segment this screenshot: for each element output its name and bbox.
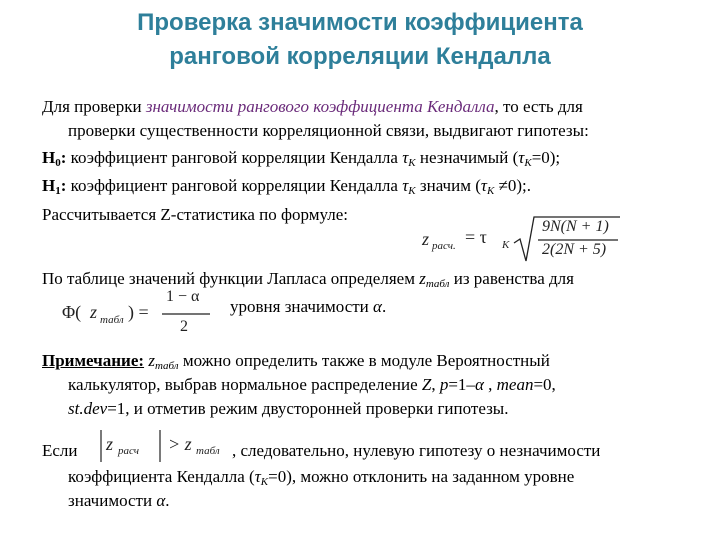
zstat-line: Рассчитывается Z-статистика по формуле:	[42, 205, 348, 224]
hypothesis-h0	[42, 147, 560, 169]
gt-z-table: > z	[168, 434, 192, 454]
conclusion-line-3	[68, 490, 170, 512]
tau-symbol: τ	[402, 176, 409, 195]
title-line-1: Проверка значимости коэффициента	[137, 9, 583, 36]
equals-tau: = τ	[465, 227, 487, 247]
z-symbol: z	[422, 229, 430, 249]
tau-sub-2: K	[486, 185, 495, 197]
conclusion-text-2: =0), можно отклонить на заданном уровне	[268, 467, 575, 486]
h0-text3: =0);	[531, 148, 561, 167]
h0-text: коэффициент ранговой корреляции Кендалла	[66, 148, 403, 167]
h0-text2: незначимый (	[415, 148, 519, 167]
tau-symbol: τ	[254, 467, 261, 486]
laplace-text-end: из равенства для	[449, 269, 574, 288]
h0-sub: 0	[55, 157, 61, 169]
phi-symbol: Φ(	[62, 302, 82, 322]
h1-text: коэффициент ранговой корреляции Кендалла	[66, 176, 403, 195]
note-text-2: калькулятор, выбрав нормальное распределение	[68, 375, 422, 394]
mean-label: mean	[496, 375, 534, 394]
p-symbol: p	[439, 375, 449, 394]
h0-label: H	[42, 148, 56, 167]
conclusion-line-1: , следовательно, нулевую гипотезу о незначимости	[232, 441, 601, 460]
note-line-3	[68, 398, 508, 420]
close-equals: ) =	[128, 302, 149, 322]
z-sub: расч.	[432, 240, 456, 252]
note-text-3: =1, и отметив режим двусторонней проверки гипотезы.	[107, 399, 509, 418]
note-text: можно определить также в модуле Вероятностный	[178, 351, 550, 370]
z-calc-symbol: z	[106, 434, 114, 454]
p-value: =1–	[448, 375, 475, 394]
mean-value: =0,	[533, 375, 556, 394]
h1-text2: значим (	[415, 176, 481, 195]
tau-symbol: τ	[402, 148, 409, 167]
laplace-text: По таблице значений функции Лапласа определяем	[42, 269, 420, 288]
h1-text3: ≠0);.	[494, 176, 532, 195]
intro-emphasis: значимости рангового коэффициента Кендалла	[145, 97, 495, 116]
period: .	[381, 297, 387, 316]
tau-sub: K	[408, 157, 416, 169]
title-line-2: ранговой корреляции Кендалла	[169, 43, 551, 70]
tau-sub: K	[408, 185, 416, 197]
comma: ,	[431, 375, 440, 394]
z-table-sub: табл	[100, 314, 124, 326]
laplace-line-2	[230, 296, 386, 318]
stdev-label: st.dev	[68, 399, 108, 418]
laplace-line-1	[42, 268, 574, 290]
intro-line-1	[42, 96, 583, 118]
z-symbol: z	[90, 302, 98, 322]
denominator: 2(2N + 5)	[542, 241, 607, 258]
h0-colon: :	[60, 148, 67, 167]
alpha-symbol: α	[156, 491, 166, 510]
abs-comparison	[98, 428, 230, 464]
z-dist: Z	[421, 375, 432, 394]
denominator: 2	[180, 318, 188, 335]
hypothesis-h1	[42, 175, 531, 197]
intro-text-end: , то есть для	[494, 97, 583, 116]
z-calc-sub: расч	[118, 445, 139, 457]
alpha-symbol: α	[474, 375, 484, 394]
alpha-symbol: α	[373, 297, 382, 316]
conclusion-if: Если	[42, 441, 78, 460]
comma-2: ,	[483, 375, 497, 394]
laplace-formula	[62, 288, 222, 344]
numerator: 9N(N + 1)	[542, 218, 609, 235]
fraction-bar-svg	[162, 313, 212, 316]
period: .	[165, 491, 170, 510]
tau-k-sub: K	[502, 239, 510, 251]
significance-text: уровня значимости	[230, 297, 374, 316]
z-table-sub: табл	[196, 445, 220, 457]
conclusion-text-3: значимости	[68, 491, 157, 510]
z-symbol: z	[148, 351, 155, 370]
conclusion-line-2	[68, 466, 574, 488]
numerator: 1 − α	[166, 288, 200, 305]
intro-text: Для проверки	[42, 97, 146, 116]
z-table-sub: табл	[425, 278, 450, 290]
tau-sub: K	[260, 476, 269, 488]
z-formula	[422, 215, 622, 265]
tau-sub-2: K	[524, 157, 532, 169]
note-line-1	[42, 350, 550, 372]
z-symbol: z	[419, 269, 426, 288]
slide-title	[0, 6, 720, 74]
tau-symbol-2: τ	[518, 148, 525, 167]
tau-symbol-2: τ	[480, 176, 487, 195]
note-line-2	[68, 374, 556, 396]
intro-line-2: проверки существенности корреляционной связи, выдвигают гипотезы:	[68, 121, 589, 140]
note-label: Примечание:	[42, 351, 145, 370]
h1-sub: 1	[55, 185, 61, 197]
z-table-sub: табл	[154, 360, 179, 372]
h1-colon: :	[60, 176, 67, 195]
h1-label: H	[42, 176, 56, 195]
conclusion-text: коэффициента Кендалла (	[68, 467, 255, 486]
